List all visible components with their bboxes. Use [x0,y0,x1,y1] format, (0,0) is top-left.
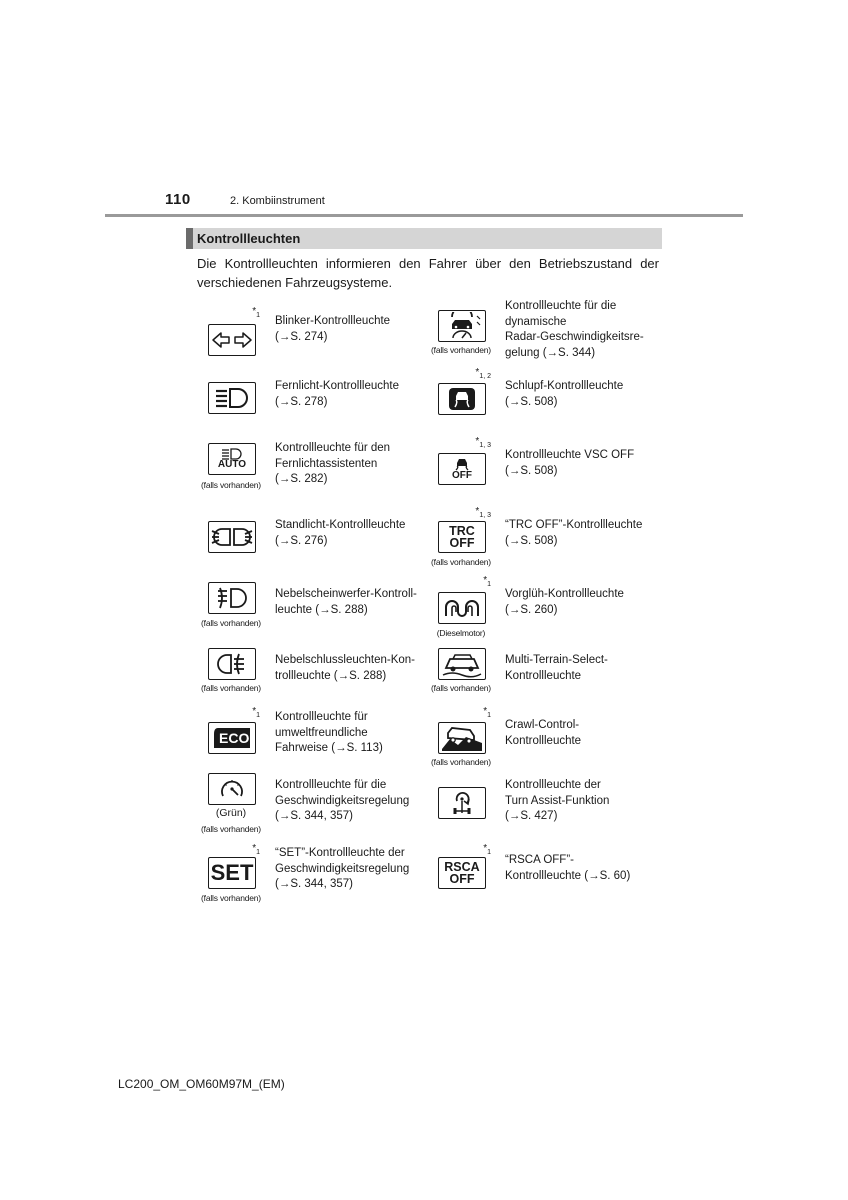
desc-crawl-control: Crawl-Control- Kontrollleuchte [505,719,582,747]
desc-trc-off: “TRC OFF”-Kontrollleuchte (→S. 508) [505,519,643,547]
crawl-control-icon [438,722,486,754]
availability-note: (falls vorhanden) [201,480,261,490]
desc-slip: Schlupf-Kontrollleuchte (→S. 508) [505,380,624,408]
desc-high-beam: Fernlicht-Kontrollleuchte (→S. 278) [275,380,400,408]
footnote-marker: $*_{1, 3}$ [475,506,491,519]
footnote-marker: $*_1$ [252,706,260,719]
auto-high-beam-icon [208,443,256,475]
cruise-control-icon [208,773,256,805]
front-fog-light-icon [208,582,256,614]
availability-note: (falls vorhanden) [201,683,261,693]
footnote-marker: $*_{1, 3}$ [475,436,491,449]
slip-indicator-icon [438,383,486,415]
availability-note: (falls vorhanden) [201,824,261,834]
engine-note: (Dieselmotor) [436,628,486,638]
desc-rear-fog: Nebelschlussleuchten-Kon- trollleuchte (→S. 288) [275,654,415,682]
desc-cruise-control: Kontrollleuchte für die Geschwindigkeitsregelung (→S. 344, 357) [275,779,410,822]
high-beam-icon [208,382,256,414]
availability-note: (falls vorhanden) [431,757,491,767]
turn-assist-icon [438,787,486,819]
header-rule [105,214,743,217]
radar-cruise-icon [438,310,486,342]
vsc-off-icon [438,453,486,485]
footnote-marker: $*_{1, 2}$ [475,367,491,380]
eco-icon [208,722,256,754]
glow-plug-icon [438,592,486,624]
desc-multi-terrain: Multi-Terrain-Select- Kontrollleuchte [505,654,608,682]
trc-label: TRC [449,523,475,538]
turn-signal-icon [208,324,256,356]
footnote-marker: $*_1$ [252,306,260,319]
desc-turn-assist: Kontrollleuchte der Turn Assist-Funktion (→S. 427) [505,779,610,822]
footnote-marker: $*_1$ [483,575,491,588]
color-note: (Grün) [215,807,247,819]
desc-radar-cruise: Kontrollleuchte für die dynamische Radar-Geschwindigkeitsre- gelung (→S. 344) [505,300,644,359]
desc-vsc-off: Kontrollleuchte VSC OFF (→S. 508) [505,449,635,477]
trc-off-label: OFF [449,536,475,550]
desc-turn-signal: Blinker-Kontrollleuchte (→S. 274) [275,315,391,343]
eco-label: ECO [219,730,250,746]
availability-note: (falls vorhanden) [431,345,491,355]
desc-rsca-off: “RSCA OFF”- Kontrollleuchte (→S. 60) [505,854,631,882]
set-label: SET [210,860,254,885]
section-title: Kontrollleuchten [197,231,301,246]
tail-light-icon [208,521,256,553]
desc-eco: Kontrollleuchte für umweltfreundliche Fahrweise (→S. 113) [275,711,383,754]
desc-glow-plug: Vorglüh-Kontrollleuchte (→S. 260) [505,588,624,616]
page-number: 110 [165,191,191,208]
footnote-marker: $*_1$ [483,706,491,719]
section-heading [186,228,662,249]
availability-note: (falls vorhanden) [201,893,261,903]
rsca-label: RSCA [444,859,480,874]
rsca-off-icon [438,857,486,889]
multi-terrain-icon [438,648,486,680]
desc-front-fog: Nebelscheinwerfer-Kontroll- leuchte (→S. 288) [275,588,417,616]
footnote-marker: $*_1$ [252,843,260,856]
chapter-title: 2. Kombiinstrument [230,195,325,207]
intro-paragraph: Die Kontrollleuchten informieren den Fahrer über den Betriebszustand der verschiedenen Fahrzeugsysteme. [197,256,659,290]
desc-auto-high-beam: Kontrollleuchte für den Fernlichtassistenten (→S. 282) [275,442,391,485]
desc-tail-light: Standlicht-Kontrollleuchte (→S. 276) [275,519,406,547]
footnote-marker: $*_1$ [483,843,491,856]
vsc-off-label: OFF [452,470,472,481]
section-accent [186,228,193,249]
availability-note: (falls vorhanden) [201,618,261,628]
availability-note: (falls vorhanden) [431,683,491,693]
auto-label: AUTO [217,459,247,470]
trc-off-icon [438,521,486,553]
document-code: LC200_OM_OM60M97M_(EM) [118,1077,285,1091]
desc-set: “SET”-Kontrollleuchte der Geschwindigkeitsregelung (→S. 344, 357) [275,847,410,890]
set-icon [208,857,256,889]
rear-fog-light-icon [208,648,256,680]
availability-note: (falls vorhanden) [431,557,491,567]
rsca-off-label: OFF [449,872,475,886]
